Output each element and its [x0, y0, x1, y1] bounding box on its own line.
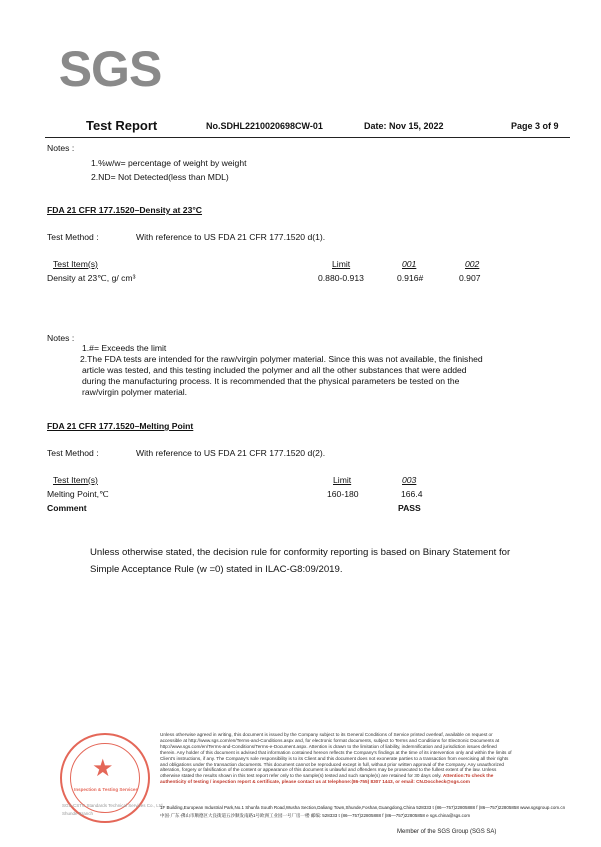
density-value-002: 0.907 [459, 273, 481, 283]
col-sample-001: 001 [402, 259, 417, 269]
note-item-line: article was tested, and this testing included the polymer and all the other substances that were added [82, 365, 467, 375]
terms-text: Unless otherwise agreed in writing, this document is issued by the Company subject to its General Conditions of Service printed overleaf, available on request or accessible at http://www.sgs.com/en/Terms-and-Conditions.aspx and, for electronic format documents, subject to Terms and Conditions for Electronic Documents at http://www.sgs.com/en/Terms-and-Conditions/Terms-e-Document.aspx. Attention is drawn to the limitation of liability, indemnification and jurisdiction issues defined therein. Any holder of this document is advised that information contained hereon reflects the Company's findings at the time of its intervention only and within the limits of Client's instructions, if any. The Company's sole responsibility is to its Client and this document does not exonerate parties to a transaction from exercising all their rights and obligations under the transaction documents. This document cannot be reproduced except in full, without prior written approval of the Company. Any unauthorized alteration, forgery or falsification of the content or appearance of this document is unlawful and offenders may be prosecuted to the fullest extent of the law. Unless otherwise stated the results shown in this test report refer only to the sample(s) tested and such sample(s) are retained for 30 days only. [160, 732, 512, 779]
note-item-line: during the manufacturing process. It is recommended that the physical parameters be tested on the [82, 376, 460, 386]
density-limit: 0.880-0.913 [318, 273, 364, 283]
test-method-label: Test Method : [47, 448, 99, 458]
notes-label: Notes : [47, 333, 75, 343]
report-title: Test Report [86, 118, 158, 133]
note-item-line: 2.The FDA tests are intended for the raw/virgin polymer material. Since this was not available, the finished [80, 354, 483, 364]
authenticity-notice: Attention:To check the authenticity of testing / inspection report & certificate, please contact us at telephone:(86-755) 8307 1443, or email: CN.Doccheck@sgs.com [160, 773, 494, 785]
col-test-items: Test Item(s) [53, 475, 98, 485]
header-divider [45, 137, 570, 138]
testing-stamp [60, 733, 150, 823]
page-number: Page 3 of 9 [511, 121, 559, 131]
col-sample-002: 002 [465, 259, 480, 269]
notes-label: Notes : [47, 143, 75, 153]
col-sample-003: 003 [402, 475, 417, 485]
company-name-en: SGS-CSTC Standards Technical Services Co., Ltd. [62, 803, 164, 808]
comment-value: PASS [398, 503, 421, 513]
test-method-label: Test Method : [47, 232, 99, 242]
comment-label: Comment [47, 503, 87, 513]
sgs-logo-text: SGS [58, 41, 162, 97]
company-branch: Shunde Branch [62, 811, 94, 816]
test-method-text: With reference to US FDA 21 CFR 177.1520 d(2). [136, 448, 326, 458]
col-limit: Limit [332, 259, 351, 269]
melting-item: Melting Point,℃ [47, 489, 109, 499]
address-cn: 中国·广东·佛山市顺德区大良街道五沙顺发南路1号欧洲工业园一号厂房一楼 邮编: 528333 t (86—757)22805888 f (86—757)22805858 e sgs.china@sgs.com [160, 813, 471, 818]
note-item: 1.%w/w= percentage of weight by weight [91, 158, 247, 168]
stamp-label: Inspection & Testing Services [74, 787, 138, 792]
melting-heading: FDA 21 CFR 177.1520–Melting Point [47, 421, 194, 431]
note-item: 2.ND= Not Detected(less than MDL) [91, 172, 229, 182]
sgs-group-member: Member of the SGS Group (SGS SA) [397, 829, 497, 835]
note-item: 1.#= Exceeds the limit [82, 343, 167, 353]
test-method-text: With reference to US FDA 21 CFR 177.1520 d(1). [136, 232, 326, 242]
melting-limit: 160-180 [327, 489, 359, 499]
density-item: Density at 23℃, g/ cm³ [47, 273, 136, 283]
report-number: No.SDHL2210020698CW-01 [206, 121, 323, 131]
star-icon: ★ [92, 755, 114, 782]
melting-value-003: 166.4 [401, 489, 423, 499]
sgs-logo [58, 41, 162, 97]
density-value-001: 0.916# [397, 273, 424, 283]
decision-line: Simple Acceptance Rule (w =0) stated in ILAC-G8:09/2019. [90, 564, 343, 575]
report-date: Date: Nov 15, 2022 [364, 121, 444, 131]
terms-fine-print [160, 732, 512, 785]
decision-line: Unless otherwise stated, the decision rule for conformity reporting is based on Binary Statement for [90, 547, 511, 558]
note-item-line: raw/virgin polymer material. [82, 387, 188, 397]
address-en: 1F Building,European Industrial Park,No.1 Shunfa South Road,Wusha Section,Daliang Town,Shunde,Foshan,Guangdong,China 528333 t (86—757)22805888 f (86—757)22805858 www.sgsgroup.com.cn [160, 805, 566, 810]
density-heading: FDA 21 CFR 177.1520–Density at 23°C [47, 205, 203, 215]
col-limit: Limit [333, 475, 352, 485]
col-test-items: Test Item(s) [53, 259, 98, 269]
